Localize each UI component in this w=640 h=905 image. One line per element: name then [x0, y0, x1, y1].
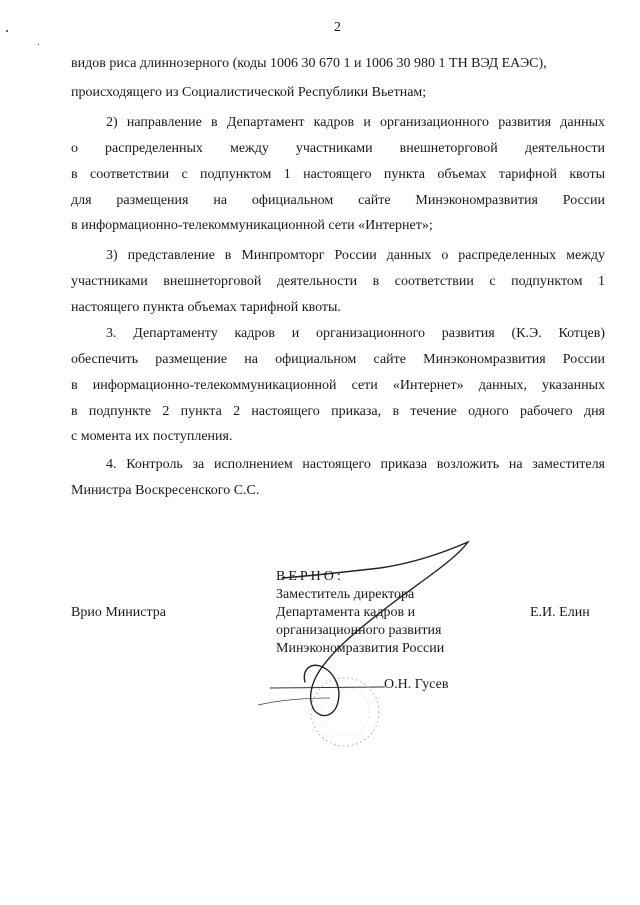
certified-mark: ВЕРНО: [276, 569, 344, 584]
body-line: настоящего пункта объемах тарифной квоты. [71, 300, 341, 315]
body-line: обеспечить размещение на официальном сайте Минэкономразвития России [71, 352, 605, 367]
body-line: с момента их поступления. [71, 429, 233, 444]
certifier-position: Заместитель директора [276, 587, 415, 602]
body-line: о распределенных между участниками внешнеторговой деятельности [71, 141, 605, 156]
body-line: в соответствии с подпунктом 1 настоящего пункта объемах тарифной квоты [71, 167, 605, 182]
body-line: видов риса длиннозерного (коды 1006 30 670 1 и 1006 30 980 1 ТН ВЭД ЕАЭС), [71, 56, 547, 71]
certifier-name: О.Н. Гусев [384, 677, 449, 692]
certifier-position: организационного развития [276, 623, 442, 638]
body-line: 3) представление в Минпромторг России данных о распределенных между [106, 248, 605, 263]
body-line: для размещения на официальном сайте Минэкономразвития России [71, 193, 605, 208]
body-line: в подпункте 2 пункта 2 настоящего приказа, в течение одного рабочего дня [71, 404, 605, 419]
body-line: 3. Департаменту кадров и организационного развития (К.Э. Котцев) [106, 326, 605, 341]
body-line: Министра Воскресенского С.С. [71, 483, 260, 498]
scan-speck [38, 44, 39, 45]
body-line: в информационно-телекоммуникационной сети «Интернет»; [71, 218, 433, 233]
body-line: происходящего из Социалистической Республики Вьетнам; [71, 85, 427, 100]
body-line: 4. Контроль за исполнением настоящего приказа возложить на заместителя [106, 457, 605, 472]
signatory-title: Врио Министра [71, 605, 166, 620]
certifier-position: Департамента кадров и [276, 605, 416, 620]
signatory-name: Е.И. Елин [530, 605, 590, 620]
body-line: 2) направление в Департамент кадров и организационного развития данных [106, 115, 605, 130]
page-number: 2 [334, 20, 341, 35]
certifier-position: Минэкономразвития России [276, 641, 445, 656]
body-line: участниками внешнеторговой деятельности в соответствии с подпунктом 1 [71, 274, 605, 289]
handwritten-signature [250, 530, 490, 760]
body-line: в информационно-телекоммуникационной сети «Интернет» данных, указанных [71, 378, 605, 393]
scan-speck [6, 30, 8, 32]
